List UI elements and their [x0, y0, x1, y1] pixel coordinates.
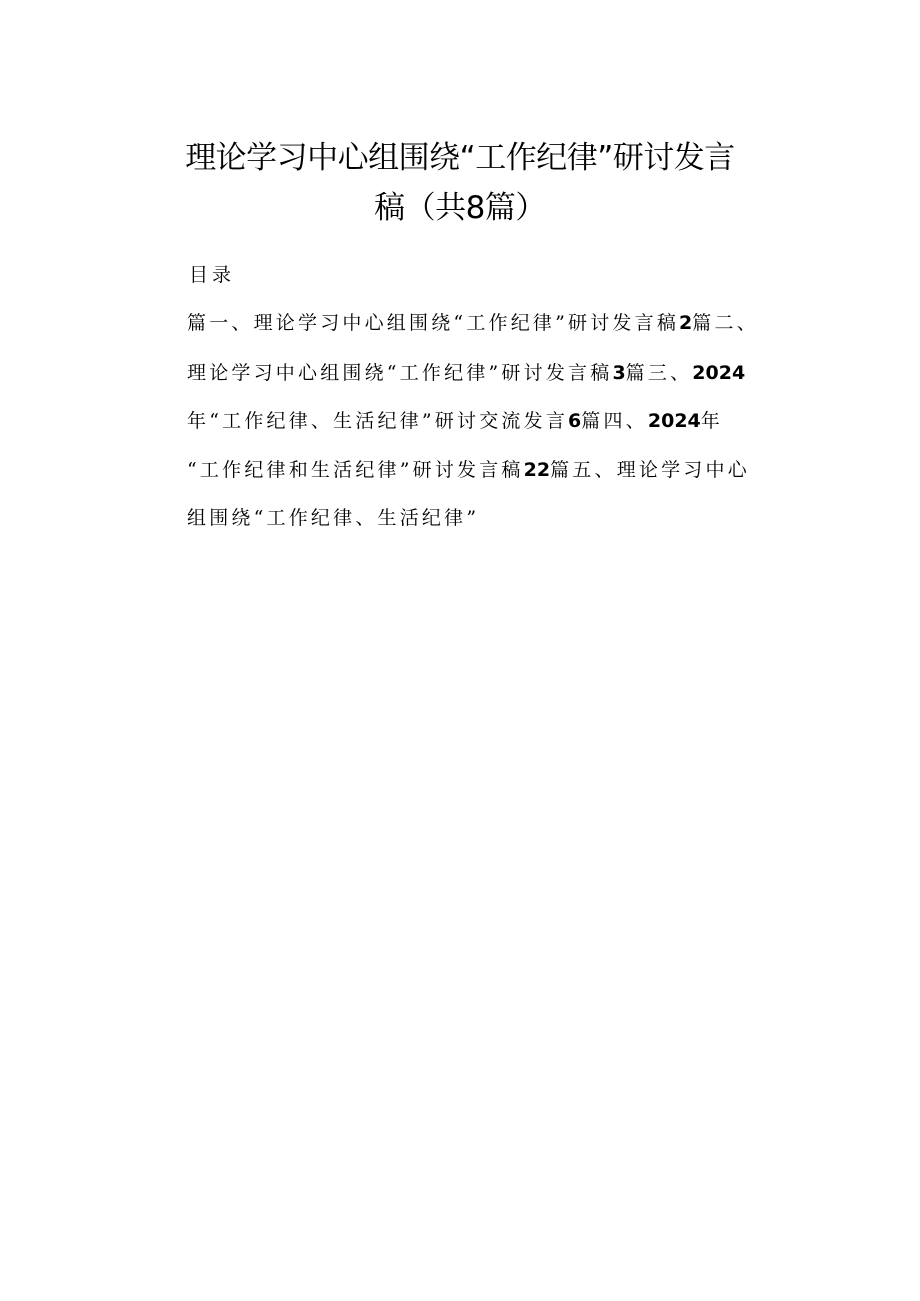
toc-text: 组围绕“工作纪律、生活纪律” [187, 507, 480, 529]
toc-text: 篇四、 [581, 410, 648, 432]
toc-page-number: 22 [523, 459, 551, 481]
toc-page-number: 2 [679, 312, 693, 334]
toc-year: 2024 [692, 362, 746, 384]
toc-line [187, 408, 723, 434]
toc-text: “工作纪律和生活纪律”研讨发言稿 [187, 459, 524, 481]
toc-line [187, 310, 759, 336]
toc-text: 篇三、 [625, 362, 693, 384]
toc-heading: 目录 [189, 264, 236, 286]
toc-text: 理论学习中心组围绕“工作纪律”研讨发言稿 [187, 362, 613, 384]
toc-text: 年“工作纪律、生活纪律”研讨交流发言 [187, 410, 569, 432]
toc-line [187, 457, 750, 483]
toc-text: 篇五、理论学习中心 [550, 459, 750, 481]
toc-line [187, 505, 479, 531]
document-title-line1: 理论学习中心组围绕“工作纪律”研讨发言 [185, 140, 735, 176]
toc-page-number: 3 [612, 362, 626, 384]
toc-line [187, 360, 745, 386]
toc-page-number: 6 [568, 410, 582, 432]
toc-text: 年 [700, 410, 723, 432]
toc-text: 篇二、 [692, 312, 759, 334]
toc-year: 2024 [647, 410, 701, 432]
toc-text: 篇一、理论学习中心组围绕“工作纪律”研讨发言稿 [187, 312, 680, 334]
document-title-line2: 稿（共8篇） [374, 190, 546, 226]
